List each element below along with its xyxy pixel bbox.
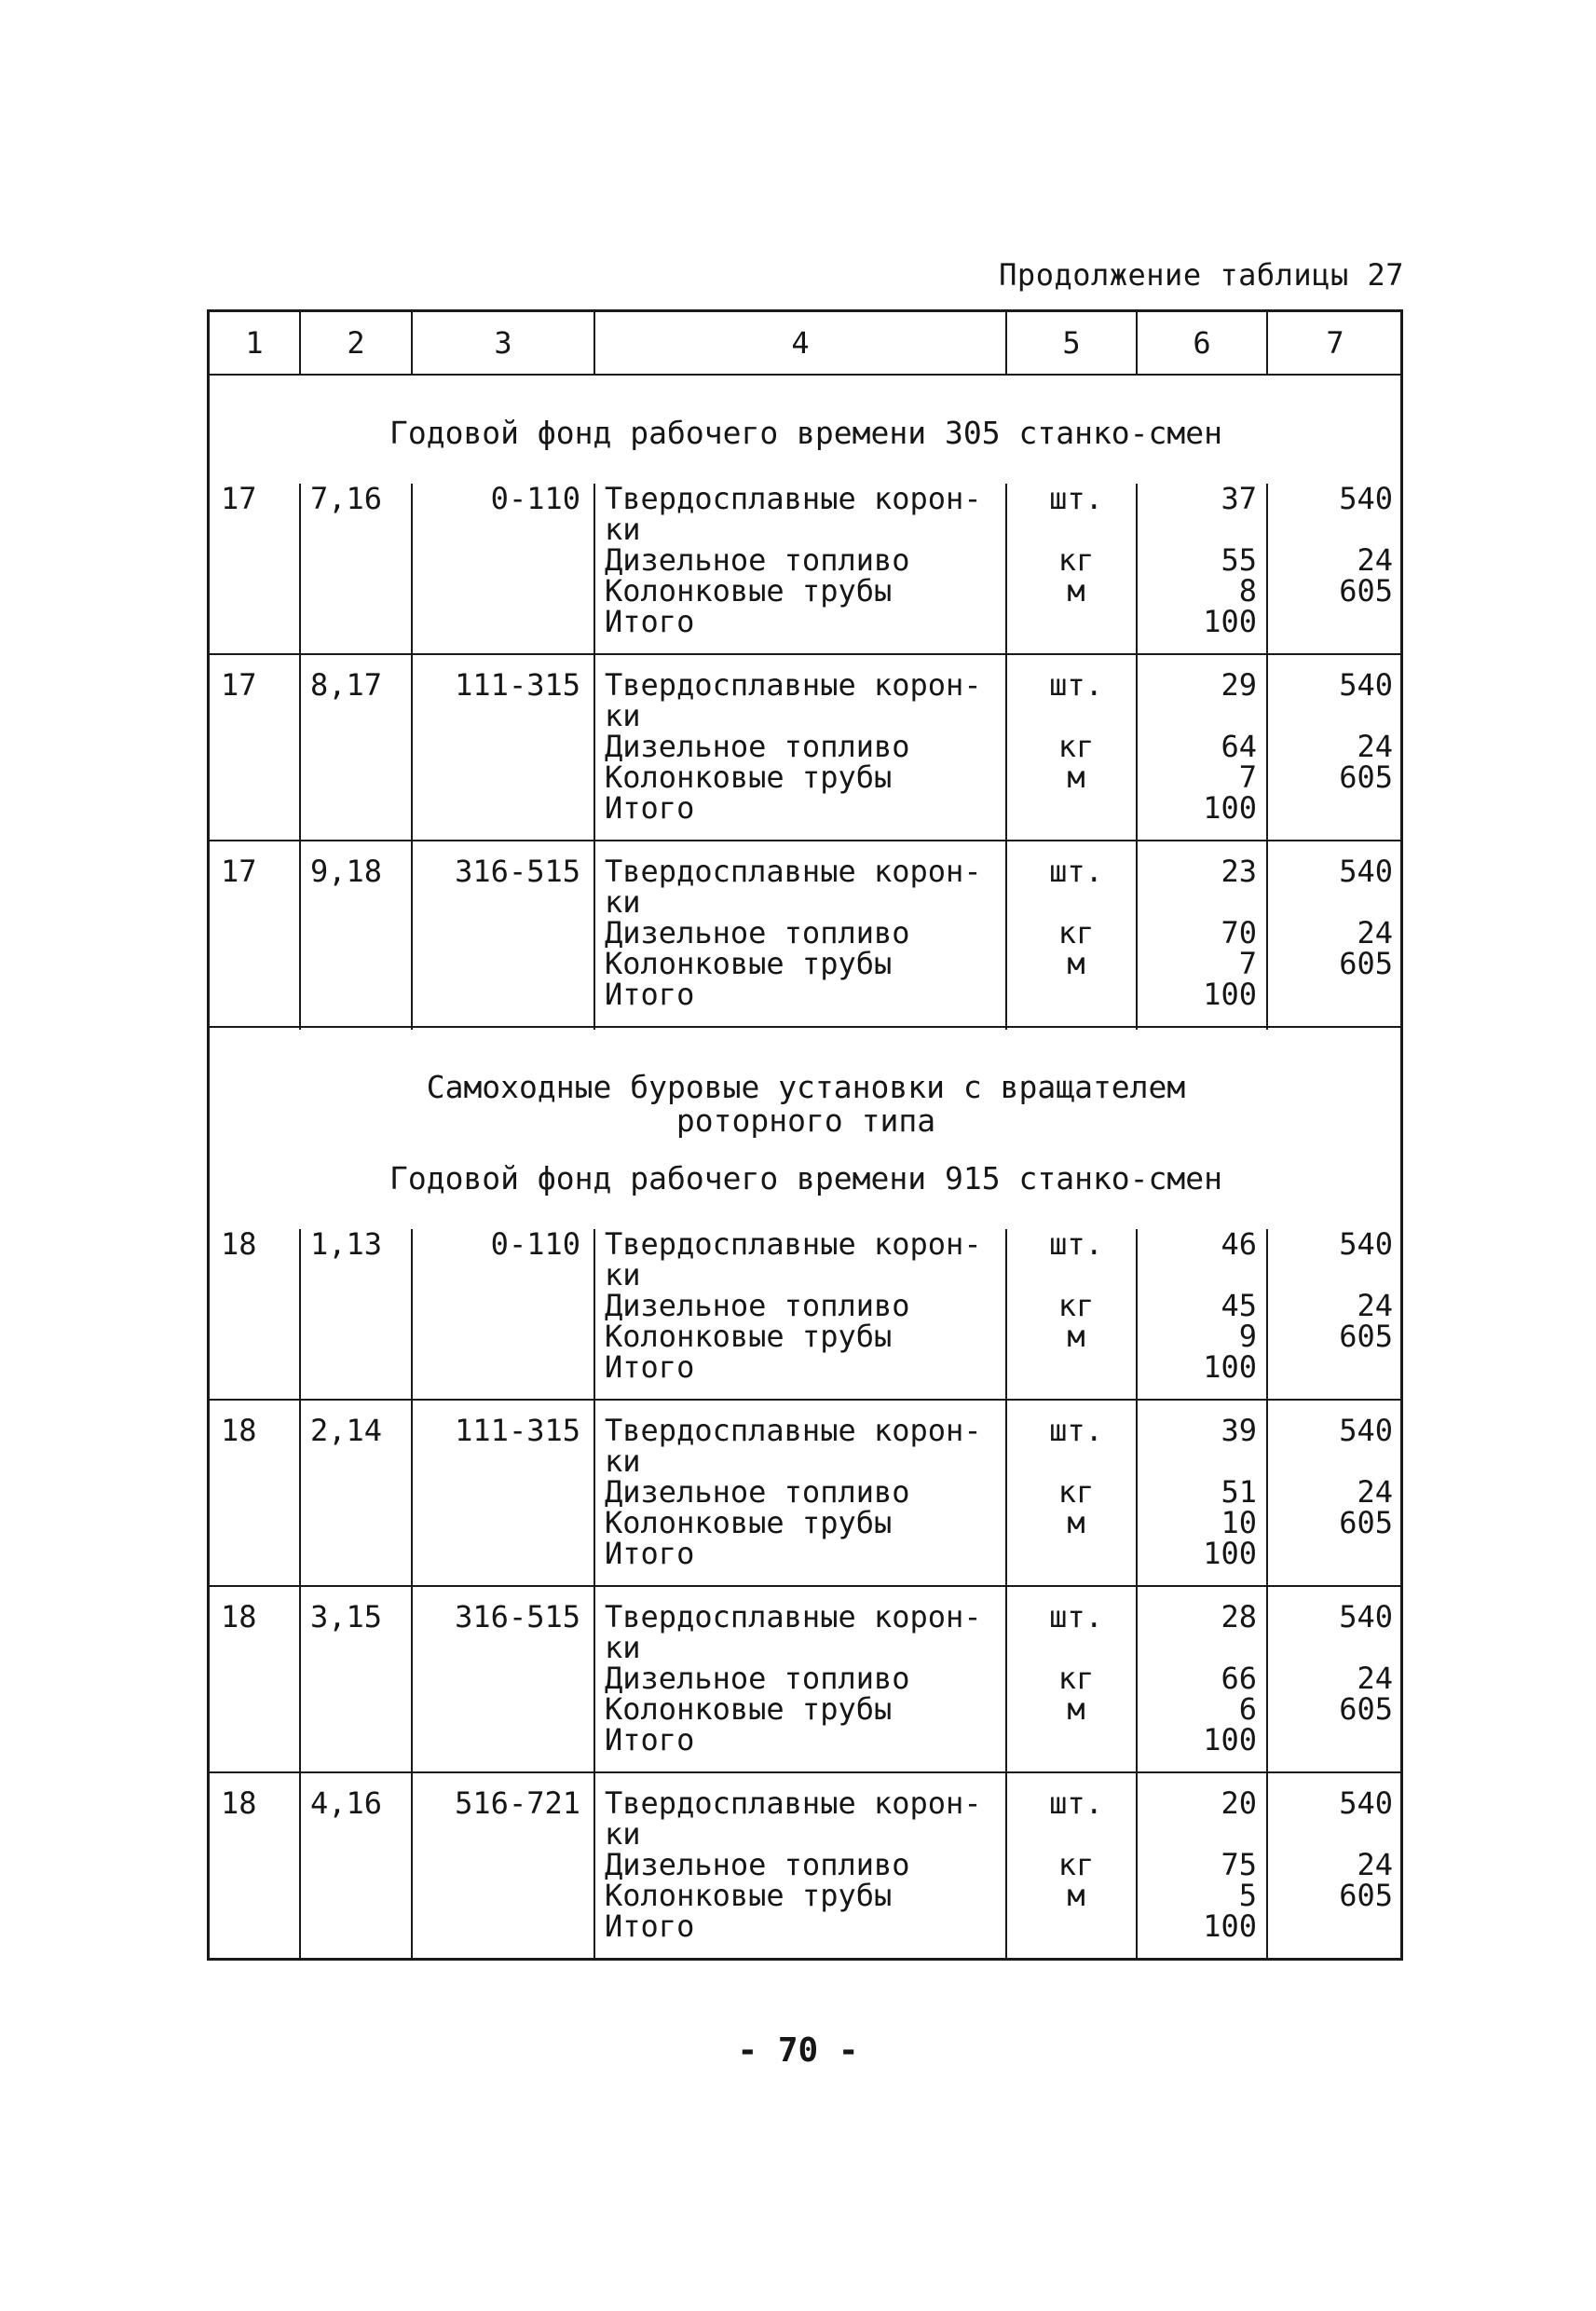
row-items (605, 856, 1005, 1010)
value-line: 100 (1203, 1349, 1257, 1385)
item-line: Твердосплавные корон- (605, 1599, 982, 1634)
item-line: Итого (605, 790, 695, 826)
header-col-6: 6 (1193, 325, 1211, 361)
row-code: 3,15 (310, 1599, 383, 1634)
row-divider (210, 1771, 1402, 1773)
value-line: 540 (1339, 1413, 1393, 1448)
value-line: 24 (1357, 1474, 1393, 1510)
row-price (1272, 667, 1393, 795)
item-line: Итого (605, 977, 695, 1012)
item-line: ки (605, 1816, 641, 1852)
value-line: 45 (1221, 1288, 1257, 1323)
row-number: 18 (221, 1599, 257, 1634)
row-number: 18 (221, 1226, 257, 1262)
row-code: 2,14 (310, 1413, 383, 1448)
item-line: Твердосплавные корон- (605, 481, 982, 516)
value-line: 540 (1339, 481, 1393, 516)
item-line: Колонковые трубы (605, 573, 893, 609)
item-line: Колонковые трубы (605, 1878, 893, 1913)
value-line: 64 (1221, 729, 1257, 764)
header-divider-v (593, 312, 595, 374)
value-line (1272, 887, 1393, 918)
value-line: 28 (1221, 1599, 1257, 1634)
row-divider (210, 840, 1402, 841)
item-line: Итого (605, 1349, 695, 1385)
value-line: 100 (1203, 1536, 1257, 1571)
row-quantity (1143, 667, 1257, 826)
value-line: 5 (1238, 1878, 1257, 1913)
item-line: Дизельное топливо (605, 1661, 910, 1696)
row-range: 111-315 (455, 1413, 580, 1448)
unit-line: кг (1057, 1288, 1095, 1323)
unit-line: м (1067, 1691, 1085, 1727)
row-items (605, 1226, 1005, 1385)
column-divider (299, 484, 301, 1030)
page-number: - 70 - (737, 2031, 859, 2070)
value-line: 100 (1203, 1908, 1257, 1944)
item-line: Твердосплавные корон- (605, 1413, 982, 1448)
value-line: 20 (1221, 1785, 1257, 1821)
header-col-1: 1 (245, 325, 264, 361)
row-quantity (1143, 1785, 1257, 1944)
value-line: 23 (1221, 854, 1257, 889)
row-code: 4,16 (310, 1785, 383, 1821)
value-line (1143, 1260, 1257, 1291)
item-line: Колонковые трубы (605, 1319, 893, 1354)
row-units (1011, 856, 1141, 1010)
unit-line: шт. (1049, 667, 1103, 703)
value-line (1143, 1446, 1257, 1477)
unit-line (1011, 1911, 1141, 1942)
row-price (1272, 1226, 1393, 1354)
table-caption: Продолжение таблицы 27 (999, 257, 1404, 293)
section-title: роторного типа (675, 1102, 936, 1139)
row-items (605, 1599, 1005, 1757)
column-divider (1005, 484, 1007, 1030)
row-units (1011, 667, 1141, 824)
value-line: 605 (1339, 1505, 1393, 1540)
column-divider (1005, 1229, 1007, 1958)
item-line: Итого (605, 1536, 695, 1571)
item-line: Твердосплавные корон- (605, 667, 982, 703)
row-number: 17 (221, 481, 257, 516)
unit-line: м (1067, 759, 1085, 795)
row-price (1272, 1415, 1393, 1538)
row-units (1011, 1785, 1141, 1942)
unit-line (1011, 1446, 1141, 1477)
item-line: ки (605, 1257, 641, 1292)
header-col-2: 2 (347, 325, 365, 361)
value-line: 10 (1221, 1505, 1257, 1540)
row-units (1011, 1599, 1141, 1756)
unit-line: шт. (1049, 1226, 1103, 1262)
column-divider (411, 484, 413, 1030)
column-divider (593, 484, 595, 1030)
unit-line: шт. (1049, 1785, 1103, 1821)
section-title: Годовой фонд рабочего времени 915 станко-смен (389, 1160, 1223, 1197)
column-divider (593, 1229, 595, 1958)
value-line: 66 (1221, 1661, 1257, 1696)
value-line: 100 (1203, 604, 1257, 639)
value-line: 24 (1357, 915, 1393, 950)
row-divider (210, 1026, 1402, 1028)
unit-line: шт. (1049, 1599, 1103, 1634)
item-line: Колонковые трубы (605, 946, 893, 981)
column-divider (1266, 1229, 1268, 1958)
value-line (1143, 1819, 1257, 1850)
row-divider (210, 1399, 1402, 1401)
row-number: 18 (221, 1785, 257, 1821)
row-quantity (1143, 481, 1257, 639)
value-line: 9 (1238, 1319, 1257, 1354)
unit-line (1011, 1819, 1141, 1850)
row-items (605, 1415, 1005, 1569)
unit-line: кг (1057, 1847, 1095, 1882)
header-col-5: 5 (1062, 325, 1081, 361)
row-range: 316-515 (455, 1599, 580, 1634)
item-line: Колонковые трубы (605, 759, 893, 795)
value-line: 7 (1238, 759, 1257, 795)
value-line: 100 (1203, 790, 1257, 826)
row-range: 516-721 (455, 1785, 580, 1821)
item-line: Твердосплавные корон- (605, 1785, 982, 1821)
unit-line (1011, 979, 1141, 1010)
column-divider (299, 1229, 301, 1958)
value-line: 46 (1221, 1226, 1257, 1262)
row-number: 18 (221, 1413, 257, 1448)
row-units (1011, 481, 1141, 637)
data-table (207, 309, 1403, 1961)
item-line: ки (605, 1443, 641, 1479)
row-range: 111-315 (455, 667, 580, 703)
row-range: 316-515 (455, 854, 580, 889)
row-code: 7,16 (310, 481, 383, 516)
item-line: Твердосплавные корон- (605, 854, 982, 889)
unit-line (1011, 1352, 1141, 1383)
column-divider (411, 1229, 413, 1958)
value-line: 100 (1203, 1722, 1257, 1757)
item-line: Дизельное топливо (605, 1288, 910, 1323)
value-line (1143, 701, 1257, 732)
unit-line: кг (1057, 729, 1095, 764)
value-line (1143, 1633, 1257, 1663)
value-line: 605 (1339, 573, 1393, 609)
row-quantity (1143, 1415, 1257, 1569)
item-line: Итого (605, 604, 695, 639)
value-line: 51 (1221, 1474, 1257, 1510)
value-line: 7 (1238, 946, 1257, 981)
value-line: 55 (1221, 542, 1257, 578)
unit-line: кг (1057, 542, 1095, 578)
section-title: Годовой фонд рабочего времени 305 станко-смен (389, 415, 1223, 451)
row-price (1272, 481, 1393, 609)
row-price (1272, 1599, 1393, 1727)
value-line: 605 (1339, 1878, 1393, 1913)
item-line: ки (605, 884, 641, 920)
value-line: 540 (1339, 1599, 1393, 1634)
value-line: 24 (1357, 1661, 1393, 1696)
row-items (605, 1785, 1005, 1944)
item-line: Дизельное топливо (605, 729, 910, 764)
row-items (605, 481, 1005, 639)
row-units (1011, 1226, 1141, 1383)
value-line (1272, 514, 1393, 545)
value-line: 24 (1357, 1288, 1393, 1323)
row-code: 1,13 (310, 1226, 383, 1262)
header-divider-v (1266, 312, 1268, 374)
item-line: Итого (605, 1908, 695, 1944)
header-divider-v (1136, 312, 1138, 374)
item-line: Дизельное топливо (605, 542, 910, 578)
unit-line: шт. (1049, 1413, 1103, 1448)
unit-line: шт. (1049, 481, 1103, 516)
item-line: Дизельное топливо (605, 915, 910, 950)
row-units (1011, 1415, 1141, 1569)
unit-line (1011, 1633, 1141, 1663)
value-line: 75 (1221, 1847, 1257, 1882)
unit-line (1011, 1725, 1141, 1756)
item-line: Твердосплавные корон- (605, 1226, 982, 1262)
header-divider-v (411, 312, 413, 374)
header-divider-v (299, 312, 301, 374)
row-price (1272, 856, 1393, 979)
unit-line (1011, 793, 1141, 824)
row-items (605, 667, 1005, 826)
value-line: 70 (1221, 915, 1257, 950)
value-line: 24 (1357, 729, 1393, 764)
unit-line (1011, 607, 1141, 637)
value-line: 605 (1339, 1691, 1393, 1727)
value-line: 37 (1221, 481, 1257, 516)
value-line: 39 (1221, 1413, 1257, 1448)
value-line (1272, 701, 1393, 732)
unit-line (1011, 701, 1141, 732)
value-line: 540 (1339, 854, 1393, 889)
unit-line: м (1067, 1505, 1085, 1540)
row-quantity (1143, 1599, 1257, 1757)
value-line: 540 (1339, 667, 1393, 703)
item-line: Итого (605, 1722, 695, 1757)
item-line: Дизельное топливо (605, 1847, 910, 1882)
unit-line: кг (1057, 1474, 1095, 1510)
row-number: 17 (221, 667, 257, 703)
unit-line: шт. (1049, 854, 1103, 889)
value-line: 6 (1238, 1691, 1257, 1727)
value-line: 540 (1339, 1785, 1393, 1821)
value-line (1143, 514, 1257, 545)
value-line: 100 (1203, 977, 1257, 1012)
value-line: 8 (1238, 573, 1257, 609)
item-line: Колонковые трубы (605, 1691, 893, 1727)
unit-line (1011, 1538, 1141, 1569)
header-col-7: 7 (1326, 325, 1344, 361)
value-line: 29 (1221, 667, 1257, 703)
item-line: Дизельное топливо (605, 1474, 910, 1510)
item-line: Колонковые трубы (605, 1505, 893, 1540)
item-line: ки (605, 512, 641, 547)
row-price (1272, 1785, 1393, 1913)
value-line (1272, 1819, 1393, 1850)
value-line (1143, 887, 1257, 918)
header-divider-v (1005, 312, 1007, 374)
row-number: 17 (221, 854, 257, 889)
value-line: 605 (1339, 1319, 1393, 1354)
item-line: ки (605, 698, 641, 733)
row-code: 9,18 (310, 854, 383, 889)
unit-line: м (1067, 946, 1085, 981)
row-divider (210, 1585, 1402, 1587)
value-line (1272, 1633, 1393, 1663)
header-divider (210, 374, 1402, 376)
column-divider (1266, 484, 1268, 1030)
value-line: 605 (1339, 759, 1393, 795)
value-line: 24 (1357, 1847, 1393, 1882)
value-line: 605 (1339, 946, 1393, 981)
value-line: 24 (1357, 542, 1393, 578)
header-col-3: 3 (494, 325, 512, 361)
row-quantity (1143, 1226, 1257, 1385)
unit-line (1011, 514, 1141, 545)
unit-line: м (1067, 1878, 1085, 1913)
row-code: 8,17 (310, 667, 383, 703)
item-line: ки (605, 1630, 641, 1665)
value-line (1272, 1446, 1393, 1477)
section-title: Самоходные буровые установки с вращателем (426, 1069, 1186, 1105)
row-range: 0-110 (490, 1226, 580, 1262)
row-quantity (1143, 856, 1257, 1010)
row-range: 0-110 (490, 481, 580, 516)
unit-line (1011, 887, 1141, 918)
unit-line: кг (1057, 915, 1095, 950)
unit-line: м (1067, 573, 1085, 609)
value-line: 540 (1339, 1226, 1393, 1262)
unit-line (1011, 1260, 1141, 1291)
value-line (1272, 1260, 1393, 1291)
unit-line: м (1067, 1319, 1085, 1354)
header-col-4: 4 (791, 325, 810, 361)
unit-line: кг (1057, 1661, 1095, 1696)
row-divider (210, 653, 1402, 655)
